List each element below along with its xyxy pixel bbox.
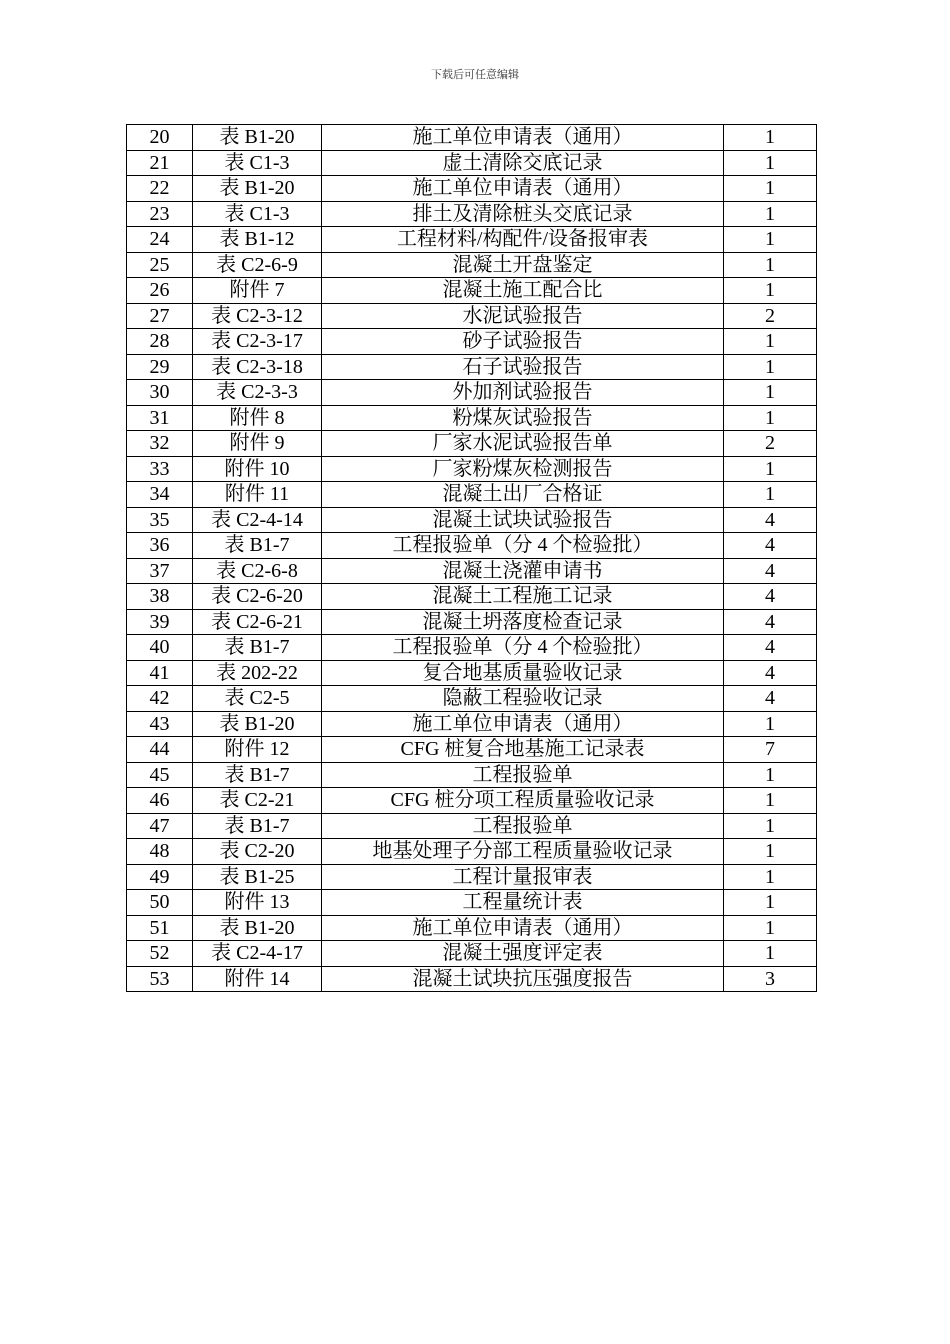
document-name-cell: 混凝土试块抗压强度报告	[322, 966, 724, 992]
form-code-cell: 表 C2-3-17	[193, 329, 322, 355]
quantity-cell: 4	[724, 686, 817, 712]
table-row	[127, 125, 817, 151]
row-number-cell: 27	[127, 303, 193, 329]
row-number-cell: 40	[127, 635, 193, 661]
row-number-cell: 38	[127, 584, 193, 610]
table-row	[127, 839, 817, 865]
table-row	[127, 431, 817, 457]
document-name-cell: 排土及清除桩头交底记录	[322, 201, 724, 227]
quantity-cell: 1	[724, 711, 817, 737]
quantity-cell: 1	[724, 150, 817, 176]
table-row	[127, 813, 817, 839]
row-number-cell: 34	[127, 482, 193, 508]
table-row	[127, 941, 817, 967]
document-name-cell: 混凝土施工配合比	[322, 278, 724, 304]
document-name-cell: 厂家粉煤灰检测报告	[322, 456, 724, 482]
quantity-cell: 1	[724, 839, 817, 865]
table-row	[127, 278, 817, 304]
table-row	[127, 354, 817, 380]
document-name-cell: 工程报验单	[322, 762, 724, 788]
row-number-cell: 22	[127, 176, 193, 202]
quantity-cell: 4	[724, 507, 817, 533]
quantity-cell: 1	[724, 456, 817, 482]
table-row	[127, 915, 817, 941]
table-row	[127, 584, 817, 610]
document-name-cell: 施工单位申请表（通用）	[322, 176, 724, 202]
table-row	[127, 329, 817, 355]
document-name-cell: 砂子试验报告	[322, 329, 724, 355]
quantity-cell: 1	[724, 125, 817, 151]
document-name-cell: 厂家水泥试验报告单	[322, 431, 724, 457]
form-code-cell: 表 C1-3	[193, 150, 322, 176]
quantity-cell: 1	[724, 227, 817, 253]
row-number-cell: 30	[127, 380, 193, 406]
row-number-cell: 29	[127, 354, 193, 380]
row-number-cell: 42	[127, 686, 193, 712]
table-row	[127, 201, 817, 227]
form-code-cell: 表 C2-21	[193, 788, 322, 814]
table-row	[127, 864, 817, 890]
form-code-cell: 表 B1-20	[193, 125, 322, 151]
form-code-cell: 附件 14	[193, 966, 322, 992]
document-name-cell: 混凝土强度评定表	[322, 941, 724, 967]
row-number-cell: 20	[127, 125, 193, 151]
quantity-cell: 1	[724, 252, 817, 278]
form-code-cell: 附件 13	[193, 890, 322, 916]
table-row	[127, 762, 817, 788]
form-code-cell: 表 C2-3-3	[193, 380, 322, 406]
table-body	[127, 125, 817, 992]
row-number-cell: 28	[127, 329, 193, 355]
form-code-cell: 表 C2-6-20	[193, 584, 322, 610]
quantity-cell: 4	[724, 660, 817, 686]
document-list-table	[126, 124, 817, 992]
row-number-cell: 35	[127, 507, 193, 533]
document-name-cell: CFG 桩分项工程质量验收记录	[322, 788, 724, 814]
row-number-cell: 26	[127, 278, 193, 304]
quantity-cell: 2	[724, 431, 817, 457]
document-name-cell: 施工单位申请表（通用）	[322, 915, 724, 941]
quantity-cell: 4	[724, 558, 817, 584]
quantity-cell: 4	[724, 609, 817, 635]
form-code-cell: 表 C2-6-9	[193, 252, 322, 278]
quantity-cell: 1	[724, 762, 817, 788]
row-number-cell: 50	[127, 890, 193, 916]
form-code-cell: 表 C2-4-17	[193, 941, 322, 967]
document-name-cell: 工程量统计表	[322, 890, 724, 916]
table-row	[127, 609, 817, 635]
row-number-cell: 33	[127, 456, 193, 482]
table-row	[127, 966, 817, 992]
quantity-cell: 1	[724, 329, 817, 355]
form-code-cell: 表 C2-3-12	[193, 303, 322, 329]
table-row	[127, 686, 817, 712]
form-code-cell: 表 C2-3-18	[193, 354, 322, 380]
table-row	[127, 405, 817, 431]
table-row	[127, 558, 817, 584]
table-row	[127, 737, 817, 763]
form-code-cell: 表 C2-20	[193, 839, 322, 865]
document-name-cell: 工程报验单	[322, 813, 724, 839]
table-row	[127, 150, 817, 176]
document-name-cell: 地基处理子分部工程质量验收记录	[322, 839, 724, 865]
document-name-cell: 隐蔽工程验收记录	[322, 686, 724, 712]
form-code-cell: 表 C2-6-21	[193, 609, 322, 635]
row-number-cell: 41	[127, 660, 193, 686]
form-code-cell: 表 B1-7	[193, 813, 322, 839]
table-row	[127, 788, 817, 814]
quantity-cell: 4	[724, 533, 817, 559]
document-name-cell: 工程材料/构配件/设备报审表	[322, 227, 724, 253]
form-code-cell: 表 C1-3	[193, 201, 322, 227]
document-name-cell: 混凝土工程施工记录	[322, 584, 724, 610]
quantity-cell: 4	[724, 635, 817, 661]
quantity-cell: 2	[724, 303, 817, 329]
row-number-cell: 36	[127, 533, 193, 559]
table-row	[127, 380, 817, 406]
row-number-cell: 46	[127, 788, 193, 814]
document-name-cell: 混凝土浇灌申请书	[322, 558, 724, 584]
quantity-cell: 1	[724, 176, 817, 202]
form-code-cell: 附件 9	[193, 431, 322, 457]
document-name-cell: 混凝土开盘鉴定	[322, 252, 724, 278]
form-code-cell: 附件 10	[193, 456, 322, 482]
document-name-cell: 混凝土试块试验报告	[322, 507, 724, 533]
table-row	[127, 252, 817, 278]
row-number-cell: 24	[127, 227, 193, 253]
document-name-cell: 水泥试验报告	[322, 303, 724, 329]
form-code-cell: 附件 7	[193, 278, 322, 304]
row-number-cell: 45	[127, 762, 193, 788]
form-code-cell: 表 B1-7	[193, 533, 322, 559]
form-code-cell: 附件 12	[193, 737, 322, 763]
quantity-cell: 1	[724, 788, 817, 814]
form-code-cell: 附件 8	[193, 405, 322, 431]
form-code-cell: 表 B1-20	[193, 176, 322, 202]
row-number-cell: 51	[127, 915, 193, 941]
form-code-cell: 附件 11	[193, 482, 322, 508]
document-name-cell: 外加剂试验报告	[322, 380, 724, 406]
document-name-cell: 虚土清除交底记录	[322, 150, 724, 176]
table-row	[127, 227, 817, 253]
quantity-cell: 3	[724, 966, 817, 992]
table-row	[127, 303, 817, 329]
table-row	[127, 660, 817, 686]
form-code-cell: 表 B1-20	[193, 915, 322, 941]
quantity-cell: 1	[724, 380, 817, 406]
form-code-cell: 表 B1-7	[193, 762, 322, 788]
quantity-cell: 1	[724, 915, 817, 941]
row-number-cell: 48	[127, 839, 193, 865]
document-name-cell: 粉煤灰试验报告	[322, 405, 724, 431]
row-number-cell: 32	[127, 431, 193, 457]
document-name-cell: 工程报验单（分 4 个检验批）	[322, 635, 724, 661]
quantity-cell: 1	[724, 354, 817, 380]
row-number-cell: 23	[127, 201, 193, 227]
row-number-cell: 53	[127, 966, 193, 992]
form-code-cell: 表 C2-5	[193, 686, 322, 712]
form-code-cell: 表 B1-20	[193, 711, 322, 737]
document-name-cell: 工程报验单（分 4 个检验批）	[322, 533, 724, 559]
document-name-cell: 混凝土出厂合格证	[322, 482, 724, 508]
table-row	[127, 533, 817, 559]
table-row	[127, 711, 817, 737]
quantity-cell: 4	[724, 584, 817, 610]
table-row	[127, 482, 817, 508]
row-number-cell: 49	[127, 864, 193, 890]
document-name-cell: 工程计量报审表	[322, 864, 724, 890]
row-number-cell: 43	[127, 711, 193, 737]
quantity-cell: 7	[724, 737, 817, 763]
row-number-cell: 44	[127, 737, 193, 763]
quantity-cell: 1	[724, 482, 817, 508]
document-name-cell: 石子试验报告	[322, 354, 724, 380]
quantity-cell: 1	[724, 813, 817, 839]
table-row	[127, 456, 817, 482]
row-number-cell: 25	[127, 252, 193, 278]
form-code-cell: 表 202-22	[193, 660, 322, 686]
table-row	[127, 507, 817, 533]
document-name-cell: 复合地基质量验收记录	[322, 660, 724, 686]
quantity-cell: 1	[724, 405, 817, 431]
document-name-cell: 施工单位申请表（通用）	[322, 125, 724, 151]
form-code-cell: 表 B1-12	[193, 227, 322, 253]
form-code-cell: 表 C2-6-8	[193, 558, 322, 584]
quantity-cell: 1	[724, 864, 817, 890]
document-name-cell: CFG 桩复合地基施工记录表	[322, 737, 724, 763]
row-number-cell: 37	[127, 558, 193, 584]
table-row	[127, 176, 817, 202]
page-header-note: 下载后可任意编辑	[431, 69, 519, 81]
row-number-cell: 31	[127, 405, 193, 431]
row-number-cell: 39	[127, 609, 193, 635]
table-row	[127, 890, 817, 916]
document-name-cell: 施工单位申请表（通用）	[322, 711, 724, 737]
form-code-cell: 表 B1-7	[193, 635, 322, 661]
table-row	[127, 635, 817, 661]
row-number-cell: 47	[127, 813, 193, 839]
quantity-cell: 1	[724, 941, 817, 967]
quantity-cell: 1	[724, 890, 817, 916]
form-code-cell: 表 B1-25	[193, 864, 322, 890]
row-number-cell: 21	[127, 150, 193, 176]
document-name-cell: 混凝土坍落度检查记录	[322, 609, 724, 635]
quantity-cell: 1	[724, 278, 817, 304]
form-code-cell: 表 C2-4-14	[193, 507, 322, 533]
quantity-cell: 1	[724, 201, 817, 227]
row-number-cell: 52	[127, 941, 193, 967]
